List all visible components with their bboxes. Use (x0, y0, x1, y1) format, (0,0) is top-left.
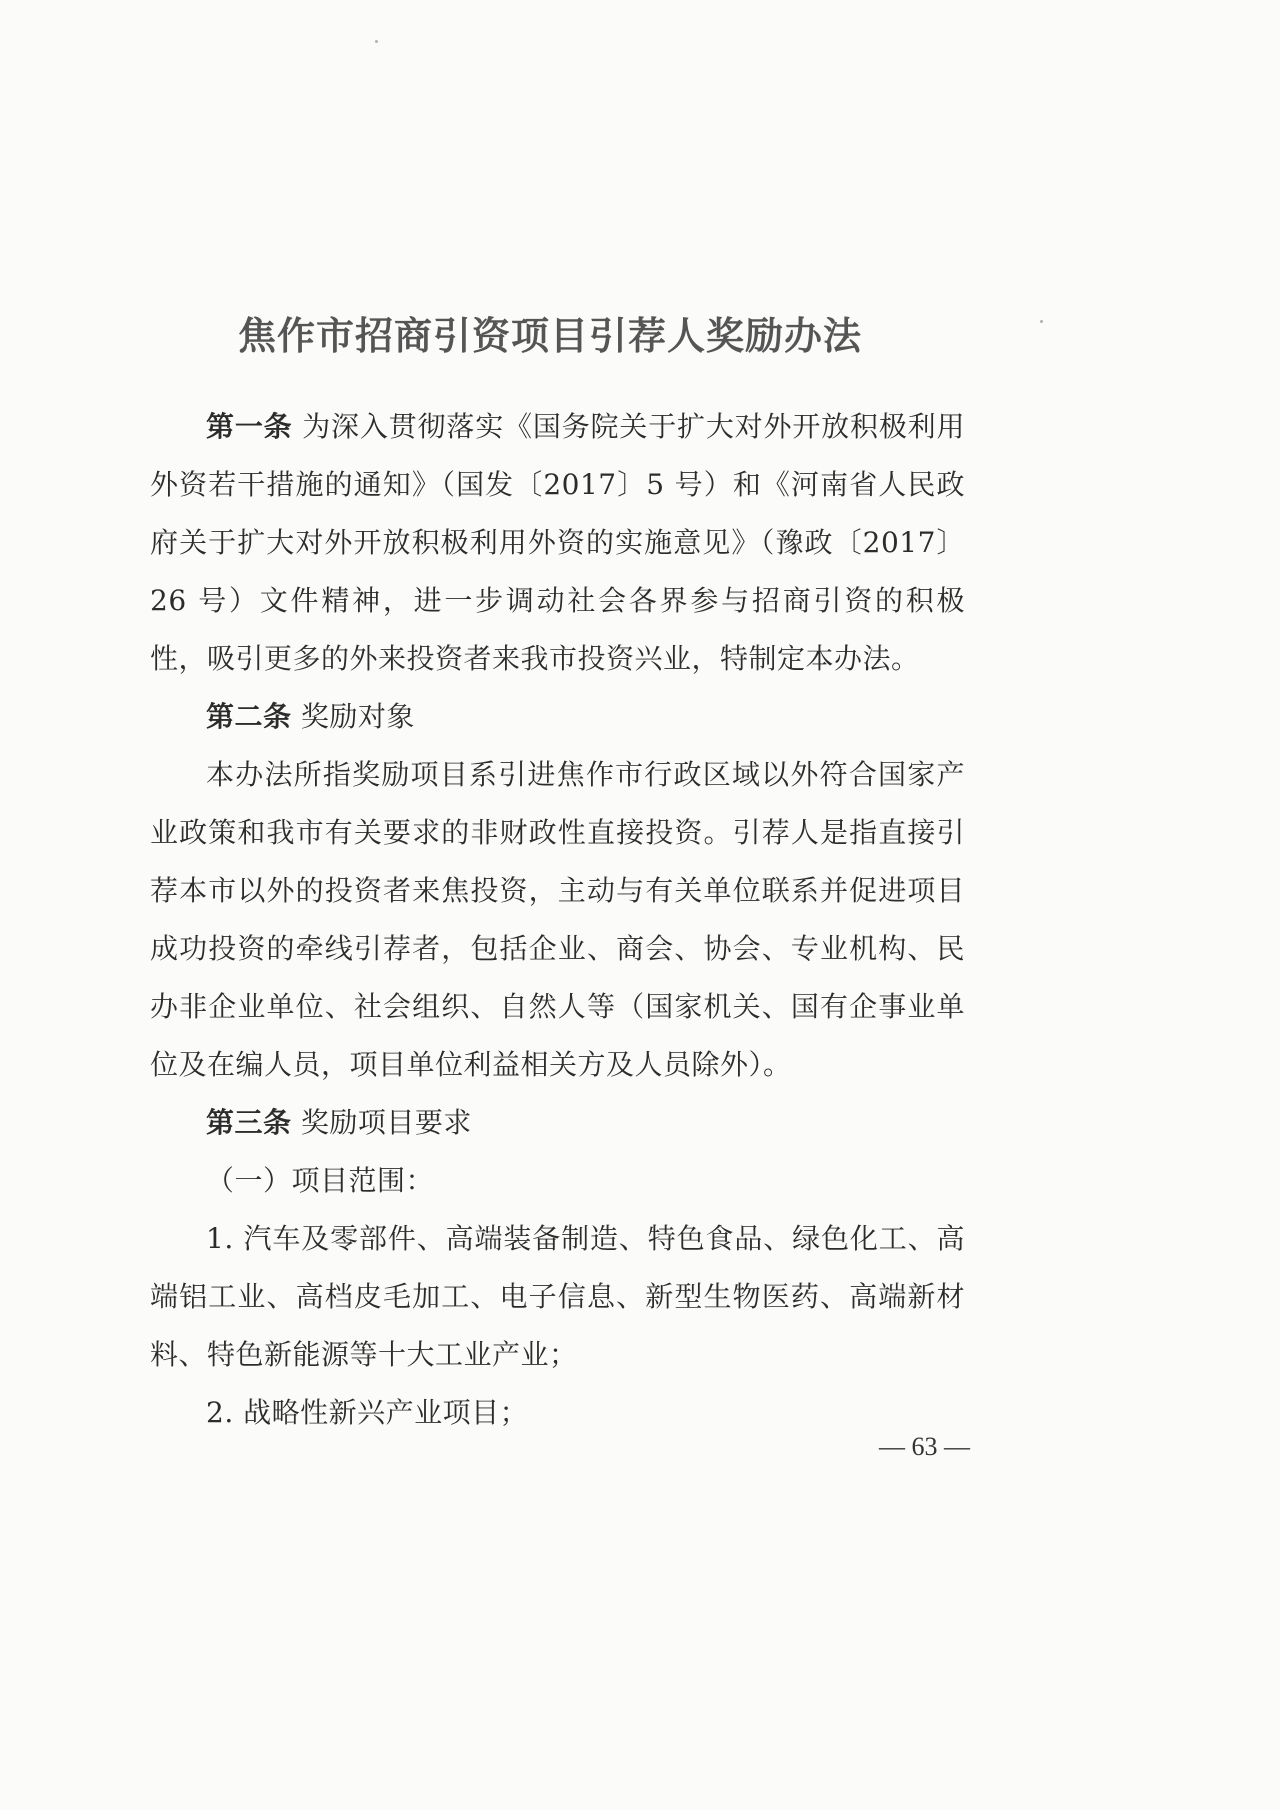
document-title: 焦作市招商引资项目引荐人奖励办法 (237, 314, 862, 359)
paragraph-text: 为深入贯彻落实《国务院关于扩大对外开放积极利用外资若干措施的通知》（国发〔2017〕5 号）和《河南省人民政府关于扩大对外开放积极利用外资的实施意见》（豫政〔2017〕26 号）文件精神，进一步调动社会各界参与招商引资的积极性，吸引更多的外来投资者来我市投资兴业，特制定本办法。 (150, 410, 965, 675)
page-number: — 63 — (879, 1432, 970, 1461)
scan-speck (375, 40, 378, 43)
paragraph: 2. 战略性新兴产业项目； (206, 1396, 529, 1429)
article-heading: 第一条 (206, 410, 293, 443)
paragraph: （一）项目范围： (206, 1164, 435, 1197)
paragraph: 1. 汽车及零部件、高端装备制造、特色食品、绿色化工、高端铝工业、高档皮毛加工、电子信息、新型生物医药、高端新材料、特色新能源等十大工业产业； (150, 1222, 965, 1371)
paragraph-text: 奖励对象 (291, 700, 415, 733)
paragraph-text: 奖励项目要求 (291, 1106, 472, 1139)
paragraph: 本办法所指奖励项目系引进焦作市行政区域以外符合国家产业政策和我市有关要求的非财政性直接投资。引荐人是指直接引荐本市以外的投资者来焦投资，主动与有关单位联系并促进项目成功投资的牵线引荐者，包括企业、商会、协会、专业机构、民办非企业单位、社会组织、自然人等（国家机关、国有企事业单位及在编人员，项目单位利益相关方及人员除外）。 (150, 758, 965, 1081)
paragraph-article-3 (150, 1094, 965, 1152)
article-heading: 第三条 (206, 1106, 292, 1139)
paragraph-article-2 (150, 688, 965, 746)
paragraph-article-1 (150, 398, 965, 688)
document-body (150, 398, 965, 1442)
article-heading: 第二条 (206, 700, 292, 733)
